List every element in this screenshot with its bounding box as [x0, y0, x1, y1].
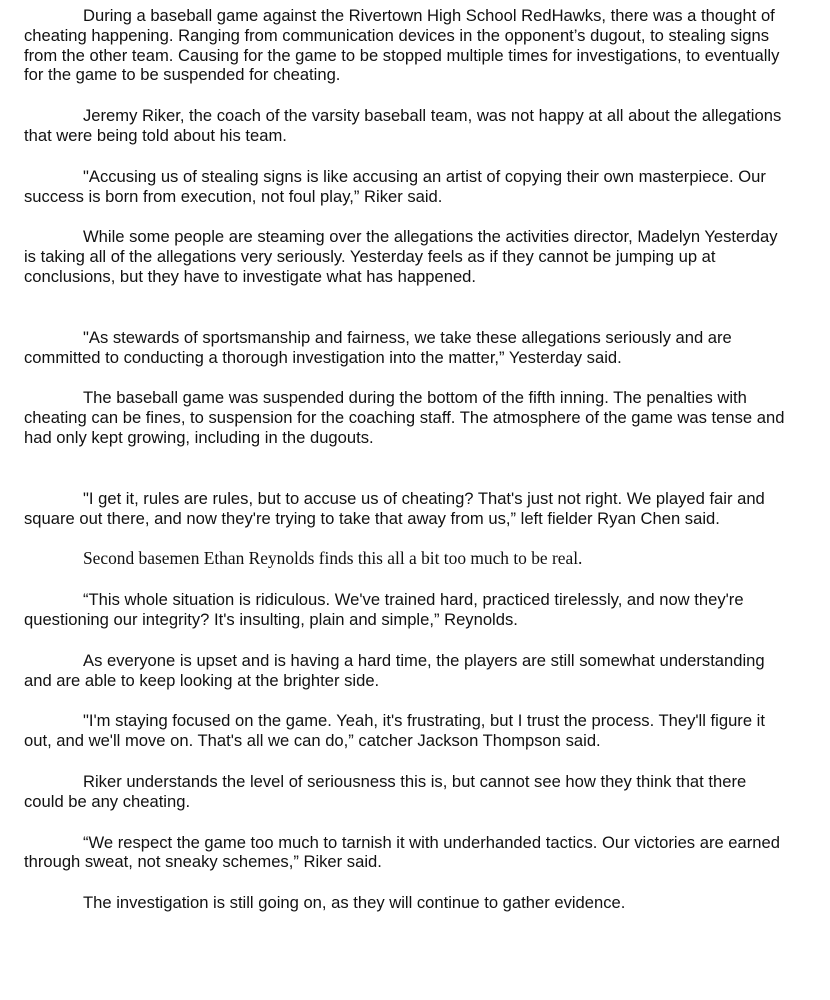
- paragraph-13: “We respect the game too much to tarnish it with underhanded tactics. Our victories are earned through sweat, not sneaky schemes,” Riker said.: [24, 832, 780, 872]
- paragraph-9: “This whole situation is ridiculous. We've trained hard, practiced tirelessly, and now they're questioning our integrity? It's insulting, plain and simple,” Reynolds.: [24, 590, 744, 629]
- paragraph-3: "Accusing us of stealing signs is like accusing an artist of copying their own masterpiece. Our success is born from execution, not foul play,” Riker said.: [24, 166, 766, 206]
- paragraph-7: "I get it, rules are rules, but to accuse us of cheating? That's just not right. We played fair and square out there, and now they're trying to take that away from us,” left fielder Ryan Chen said.: [24, 488, 765, 528]
- paragraph-1: During a baseball game against the Rivertown High School RedHawks, there was a thought of cheating happening. Ranging from communication devices in the opponent’s dugout, to stealing signs from the other team. Causing for the game to be stopped multiple times for investigations, to eventually for the game to be suspended for cheating.: [24, 6, 780, 85]
- article-body: [24, 6, 790, 913]
- paragraph-12: Riker understands the level of seriousness this is, but cannot see how they think that there could be any cheating.: [24, 771, 747, 811]
- paragraph-8: Second basemen Ethan Reynolds finds this all a bit too much to be real.: [83, 548, 583, 569]
- paragraph-6: The baseball game was suspended during the bottom of the fifth inning. The penalties with cheating can be fines, to suspension for the coaching staff. The atmosphere of the game was tense and had only kept growing, including in the dugouts.: [24, 388, 785, 447]
- paragraph-14: The investigation is still going on, as they will continue to gather evidence.: [83, 893, 626, 913]
- paragraph-2: Jeremy Riker, the coach of the varsity baseball team, was not happy at all about the allegations that were being told about his team.: [24, 106, 782, 145]
- paragraph-11: "I'm staying focused on the game. Yeah, it's frustrating, but I trust the process. They'll figure it out, and we'll move on. That's all we can do,” catcher Jackson Thompson said.: [24, 711, 765, 751]
- paragraph-5: "As stewards of sportsmanship and fairness, we take these allegations seriously and are committed to conducting a thorough investigation into the matter,” Yesterday said.: [24, 327, 732, 367]
- paragraph-4: While some people are steaming over the allegations the activities director, Madelyn Yesterday is taking all of the allegations very seriously. Yesterday feels as if they cannot be jumping up at conclusions, but they have to investigate what has happened.: [24, 227, 778, 286]
- paragraph-10: As everyone is upset and is having a hard time, the players are still somewhat understanding and are able to keep looking at the brighter side.: [24, 650, 765, 690]
